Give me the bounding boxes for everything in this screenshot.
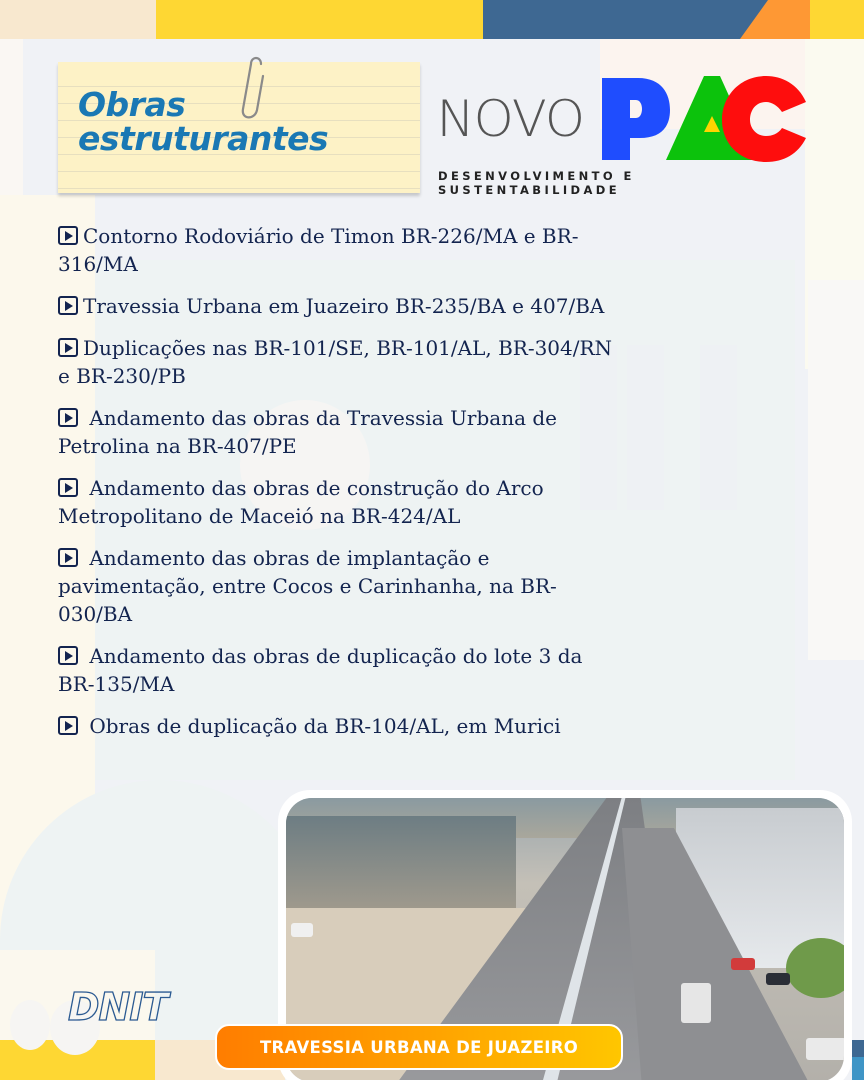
title-note-card xyxy=(58,62,420,193)
item-text: Andamento das obras de implantação e pavimentação, entre Cocos e Carinhanha, na BR-030/BA xyxy=(58,546,557,626)
logo-subtitle: DESENVOLVIMENTO E SUSTENTABILIDADE xyxy=(438,169,635,197)
play-square-icon xyxy=(58,296,78,315)
list-item xyxy=(58,334,618,390)
title-line-2: estruturantes xyxy=(78,119,329,158)
bar-segment-yellow-right xyxy=(810,0,864,39)
photo-car xyxy=(806,1038,844,1060)
play-square-icon xyxy=(58,226,78,245)
pac-letters-logo xyxy=(600,72,810,164)
title-line-1: Obras xyxy=(78,85,186,124)
play-square-icon xyxy=(58,548,78,567)
list-item xyxy=(58,474,618,530)
item-text: Contorno Rodoviário de Timon BR-226/MA e BR-316/MA xyxy=(58,224,579,276)
play-square-icon xyxy=(58,338,78,357)
list-item xyxy=(58,712,618,740)
photo-car xyxy=(766,973,790,985)
photo-car xyxy=(731,958,755,970)
photo-tree xyxy=(786,938,844,998)
list-item xyxy=(58,642,618,698)
list-item xyxy=(58,544,618,628)
play-square-icon xyxy=(58,646,78,665)
photo-caption: TRAVESSIA URBANA DE JUAZEIRO xyxy=(215,1024,623,1070)
novo-pac-logo xyxy=(436,72,818,197)
item-text: Andamento das obras da Travessia Urbana de Petrolina na BR-407/PE xyxy=(58,406,558,458)
list-item xyxy=(58,292,618,320)
list-item xyxy=(58,222,618,278)
page-title xyxy=(78,85,329,158)
bg-stripe xyxy=(627,345,664,510)
item-text: Duplicações nas BR-101/SE, BR-101/AL, BR-304/RN e BR-230/PB xyxy=(58,336,613,388)
list-item xyxy=(58,404,618,460)
top-decorative-bar xyxy=(0,0,864,39)
works-list xyxy=(58,222,618,754)
dnit-logo: DNIT xyxy=(68,985,168,1029)
bar-segment-yellow xyxy=(156,0,483,39)
photo-car xyxy=(291,923,313,937)
item-text: Andamento das obras de duplicação do lote 3 da BR-135/MA xyxy=(58,644,583,696)
bg-shape xyxy=(808,280,864,660)
item-text: Travessia Urbana em Juazeiro BR-235/BA e 407/BA xyxy=(83,294,605,318)
item-text: Obras de duplicação da BR-104/AL, em Murici xyxy=(83,714,561,738)
corner-accent xyxy=(852,1057,864,1080)
photo-truck xyxy=(681,983,711,1023)
logo-novo-text: NOVO xyxy=(436,90,585,148)
bar-segment-cream xyxy=(0,0,156,39)
photo-buildings-left xyxy=(286,816,516,911)
play-square-icon xyxy=(58,478,78,497)
item-text: Andamento das obras de construção do Arco Metropolitano de Maceió na BR-424/AL xyxy=(58,476,544,528)
play-square-icon xyxy=(58,716,78,735)
bg-bubble xyxy=(10,1000,50,1050)
bar-segment-blue xyxy=(483,0,783,39)
play-square-icon xyxy=(58,408,78,427)
bg-stripe xyxy=(700,345,737,510)
